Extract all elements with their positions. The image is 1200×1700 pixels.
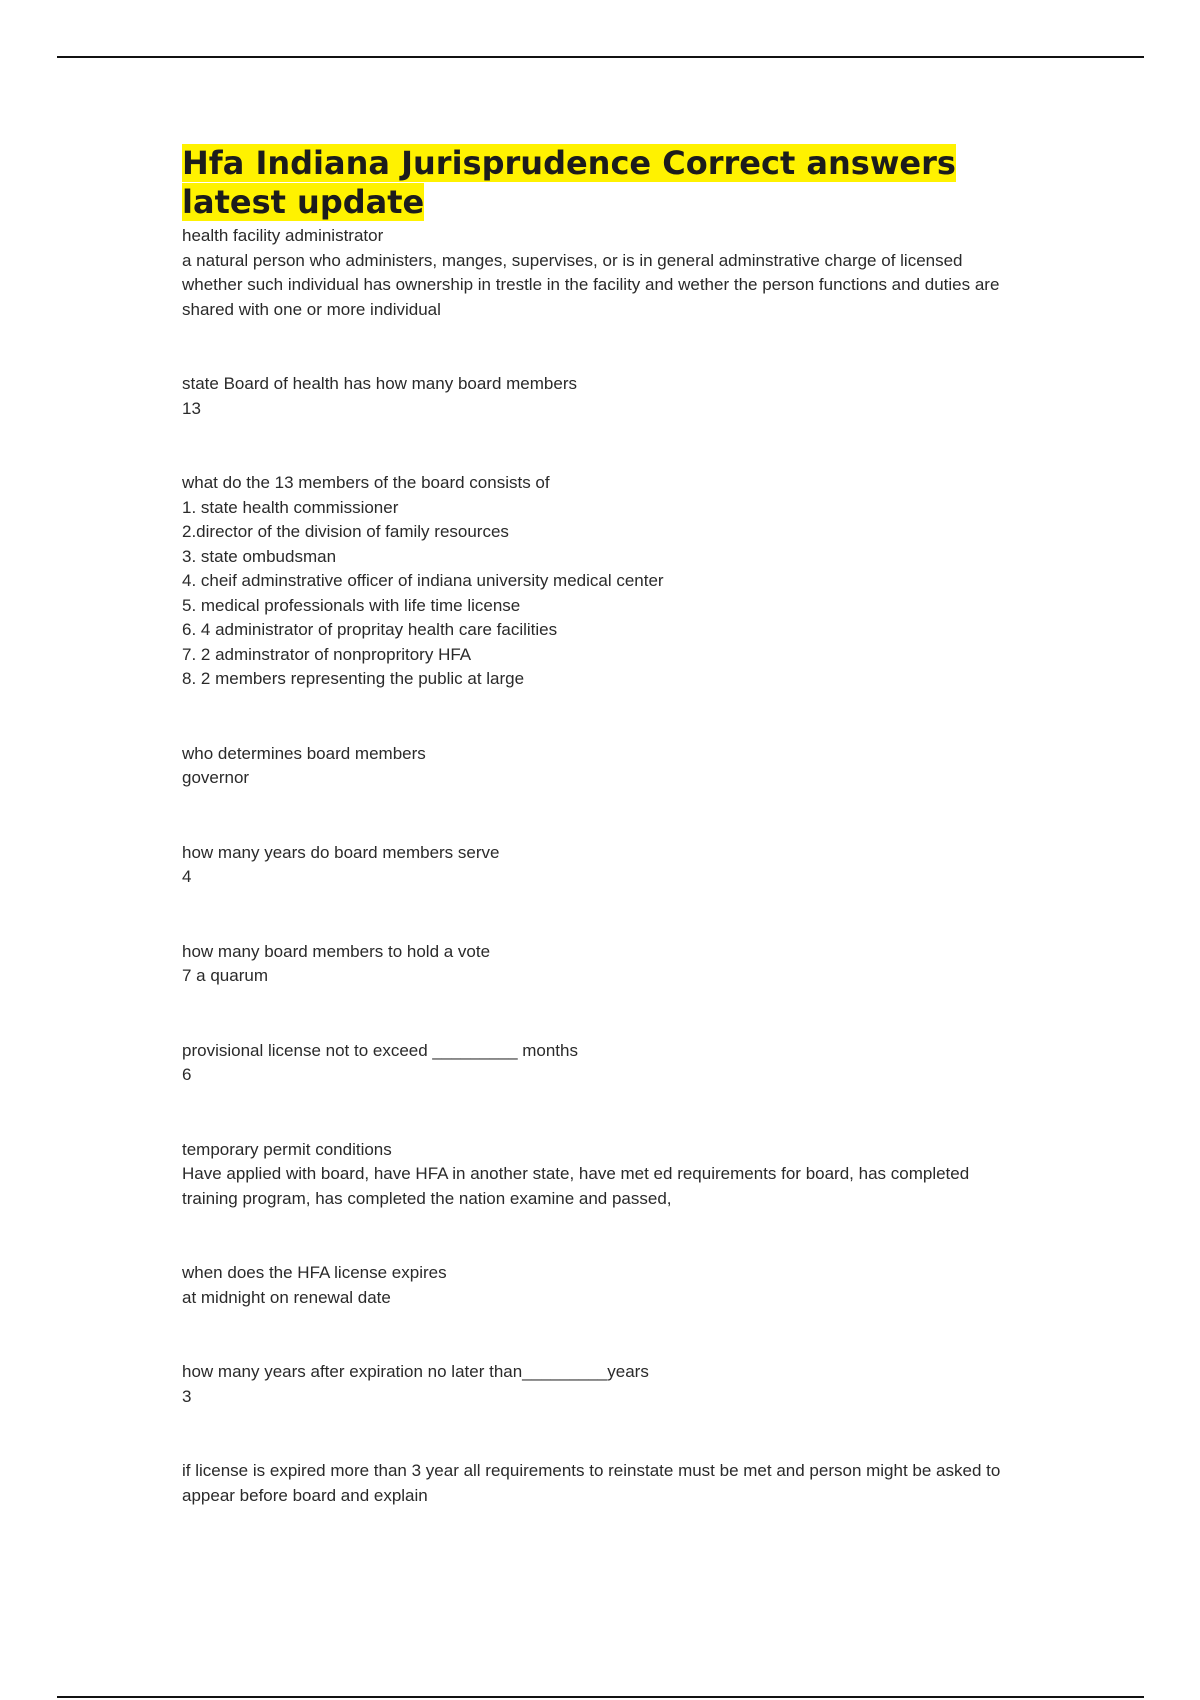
question-text: temporary permit conditions: [182, 1139, 392, 1159]
qa-entry: [182, 224, 1022, 322]
top-rule: [57, 56, 1144, 58]
qa-entry: [182, 471, 1022, 692]
answer-text: 4: [182, 867, 192, 886]
answer-text: Have applied with board, have HFA in another state, have met ed requirements for board, has completed training program, has completed the nation examine and passed,: [182, 1164, 970, 1208]
document-body: [182, 144, 1022, 1508]
qa-entry: [182, 742, 1022, 791]
qa-entry: [182, 1459, 1022, 1508]
question-text: when does the HFA license expires: [182, 1263, 447, 1282]
question-text: how many years do board members serve: [182, 842, 500, 862]
list-item: 7. 2 adminstrator of nonpropritory HFA: [182, 644, 472, 664]
highlighted-title-text: Hfa Indiana Jurisprudence Correct answers latest update: [182, 144, 956, 221]
answer-list: [182, 496, 1022, 692]
question-text: who determines board members: [182, 743, 426, 763]
question-text: state Board of health has how many board members: [182, 374, 577, 393]
answer-text: 13: [182, 398, 201, 418]
question-text: if license is expired more than 3 year all requirements to reinstate must be met and person might be asked to: [182, 1461, 1001, 1480]
qa-entry: [182, 1261, 1022, 1310]
question-text: what do the 13 members of the board consists of: [182, 473, 550, 492]
qa-entry: [182, 1138, 1022, 1212]
question-text: provisional license not to exceed _________ months: [182, 1040, 578, 1060]
answer-text: 3: [182, 1386, 192, 1406]
list-item: 2.director of the division of family resources: [182, 522, 509, 541]
qa-entry: [182, 1039, 1022, 1088]
list-item: 4. cheif adminstrative officer of indiana university medical center: [182, 571, 664, 590]
answer-text: 7 a quarum: [182, 966, 268, 985]
list-item: 1. state health commissioner: [182, 497, 399, 517]
qa-entry: [182, 372, 1022, 421]
question-text: how many years after expiration no later than_________years: [182, 1362, 649, 1381]
qa-entry: [182, 940, 1022, 989]
answer-text: appear before board and explain: [182, 1485, 428, 1505]
qa-entry: [182, 1360, 1022, 1409]
qa-entry: [182, 841, 1022, 890]
answer-text: governor: [182, 768, 250, 787]
question-text: how many board members to hold a vote: [182, 941, 491, 961]
answer-text: 6: [182, 1065, 192, 1084]
answer-text: at midnight on renewal date: [182, 1287, 391, 1307]
list-item: 6. 4 administrator of propritay health care facilities: [182, 620, 558, 639]
answer-text: a natural person who administers, manges, supervises, or is in general adminstrative charge of licensed whether such individual has ownership in trestle in the facility and wether the person functions and duties are shared with one or more individual: [182, 250, 1000, 319]
list-item: 5. medical professionals with life time license: [182, 595, 521, 615]
bottom-rule: [57, 1696, 1144, 1698]
list-item: 3. state ombudsman: [182, 546, 337, 566]
list-item: 8. 2 members representing the public at large: [182, 669, 525, 688]
question-text: health facility administrator: [182, 226, 384, 245]
document-title: [182, 144, 1022, 222]
